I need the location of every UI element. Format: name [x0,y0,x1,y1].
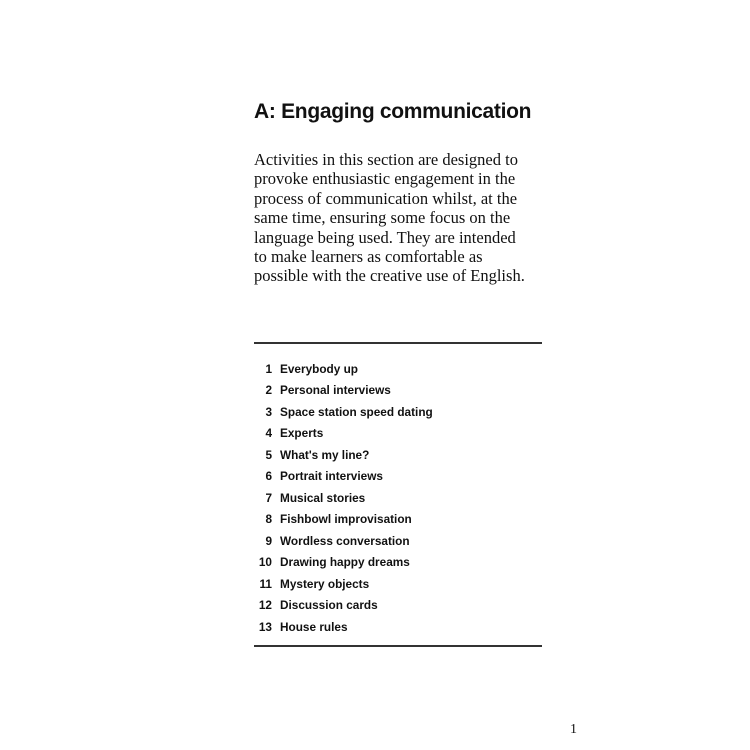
activity-title: What's my line? [280,447,370,462]
bottom-divider [254,645,542,647]
activity-item [254,444,542,466]
page-number: 1 [570,722,577,737]
activity-item [254,380,542,402]
activity-item [254,573,542,595]
activity-item [254,487,542,509]
activity-title: Experts [280,426,324,441]
activity-number: 3 [265,404,272,419]
top-divider [254,342,542,344]
activity-list [254,358,542,638]
activity-number: 13 [258,619,272,634]
activity-title: Wordless conversation [280,533,410,548]
activity-item [254,530,542,552]
activity-item [254,509,542,531]
intro-line: process of communication whilst, at the [254,188,518,208]
activity-number: 6 [265,469,272,484]
activity-title: Space station speed dating [280,404,433,419]
activity-number: 1 [265,361,272,376]
section-intro [254,150,539,286]
activity-title: Discussion cards [280,598,378,613]
activity-number: 10 [258,555,272,570]
intro-line: to make learners as comfortable as [254,247,483,267]
activity-title: Musical stories [280,490,366,505]
activity-item [254,552,542,574]
activity-number: 4 [265,426,272,441]
intro-line: language being used. They are intended [254,227,516,247]
activity-title: Drawing happy dreams [280,555,410,570]
activity-title: Personal interviews [280,383,391,398]
activity-item [254,358,542,380]
activity-item [254,466,542,488]
intro-line: provoke enthusiastic engagement in the [254,169,516,189]
activity-number: 7 [265,490,272,505]
activity-number: 9 [265,533,272,548]
activity-title: Fishbowl improvisation [280,512,412,527]
activity-title: Mystery objects [280,576,370,591]
activity-number: 11 [259,576,272,591]
activity-number: 8 [265,512,272,527]
activity-item [254,401,542,423]
activity-title: Everybody up [280,361,359,376]
intro-line: possible with the creative use of English. [254,266,525,286]
activity-item [254,423,542,445]
activity-number: 2 [265,383,272,398]
activity-number: 5 [265,447,272,462]
intro-line: Activities in this section are designed to [254,150,518,169]
activity-item [254,595,542,617]
section-title: A: Engaging communication [254,100,532,123]
intro-line: same time, ensuring some focus on the [254,208,511,228]
activity-title: House rules [280,619,348,634]
activity-item [254,616,542,638]
activity-title: Portrait interviews [280,469,383,484]
activity-number: 12 [258,598,272,613]
